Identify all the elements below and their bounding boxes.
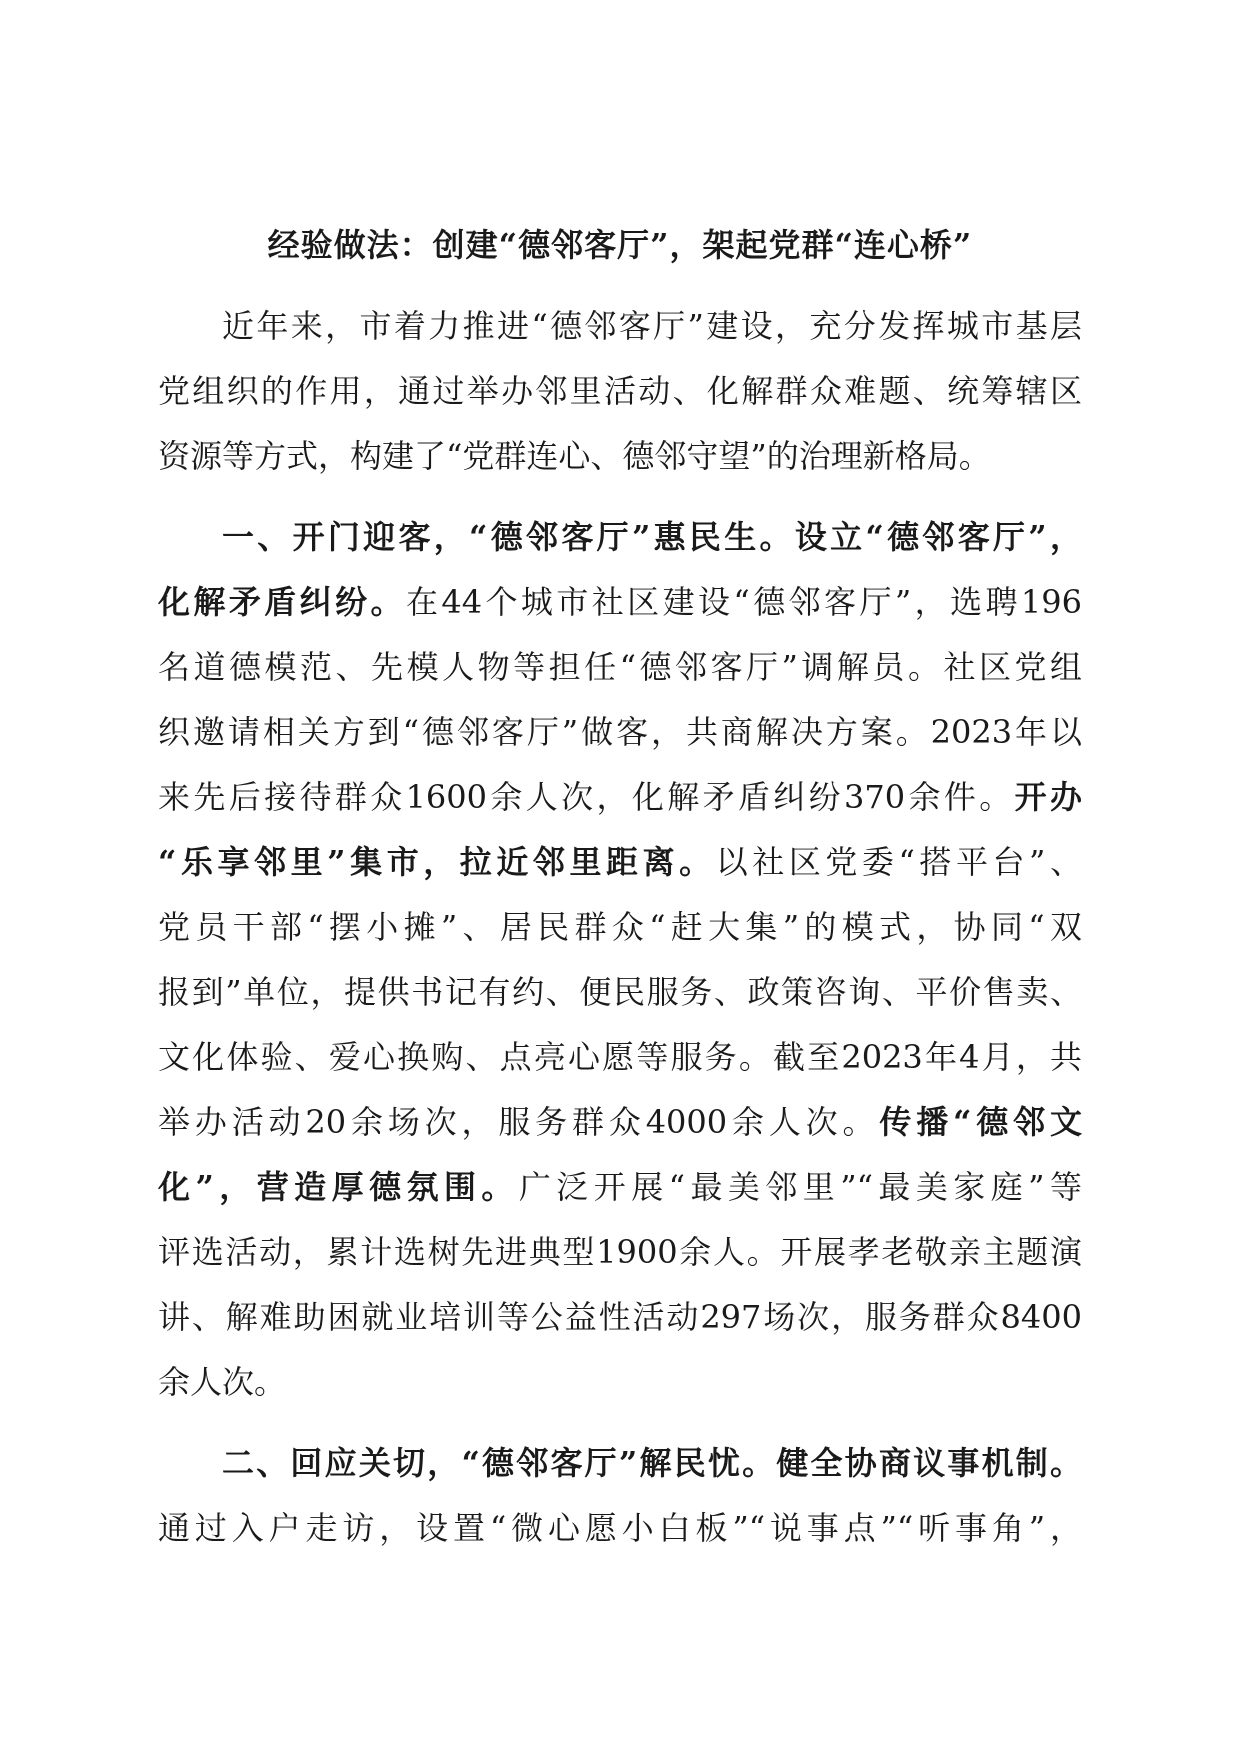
text-line: [158, 1090, 1082, 1155]
emphasized-text: “乐享邻里”集市，拉近邻里距离。: [158, 843, 716, 881]
text-line: [158, 830, 1082, 895]
text-line: [158, 960, 1082, 1025]
text-run: 文化体验、爱心换购、点亮心愿等服务。截至2023年4月，共: [158, 1038, 1082, 1076]
text-run: 在44个城市社区建设“德邻客厅”，选聘196: [405, 583, 1082, 621]
text-line: [158, 1285, 1082, 1350]
emphasized-text: 传播“德邻文: [879, 1103, 1082, 1141]
text-run: 评选活动，累计选树先进典型1900余人。开展孝老敬亲主题演: [158, 1233, 1082, 1271]
text-line: [158, 359, 1082, 424]
text-line: [158, 1431, 1082, 1496]
paragraph-section-one: [158, 505, 1082, 1415]
text-line: [158, 570, 1082, 635]
text-run: 来先后接待群众1600余人次，化解矛盾纠纷370余件。: [158, 778, 1015, 816]
text-run: 织邀请相关方到“德邻客厅”做客，共商解决方案。2023年以: [158, 713, 1082, 751]
text-run: 讲、解难助困就业培训等公益性活动297场次，服务群众8400: [158, 1298, 1082, 1336]
emphasized-text: 一、开门迎客，“德邻客厅”惠民生。设立“德邻客厅”，: [222, 518, 1082, 556]
text-line: [158, 1350, 1082, 1415]
text-line: [158, 700, 1082, 765]
text-line: [158, 635, 1082, 700]
text-run: 以社区党委“搭平台”、: [715, 843, 1082, 881]
text-run: 通过入户走访，设置“微心愿小白板”“说事点”“听事角”，: [158, 1509, 1082, 1547]
text-line: [158, 1155, 1082, 1220]
document-body: [158, 213, 1082, 1577]
text-line: [158, 1220, 1082, 1285]
emphasized-text: 二、回应关切，“德邻客厅”解民忧。健全协商议事机制。: [222, 1444, 1082, 1482]
text-run: 广泛开展“最美邻里”“最美家庭”等: [518, 1168, 1082, 1206]
text-line: [158, 294, 1082, 359]
text-line: [158, 505, 1082, 570]
text-line: [158, 765, 1082, 830]
text-run: 党组织的作用，通过举办邻里活动、化解群众难题、统筹辖区: [158, 372, 1082, 410]
emphasized-text: 化解矛盾纠纷。: [158, 583, 406, 621]
text-run: 名道德模范、先模人物等担任“德邻客厅”调解员。社区党组: [158, 648, 1082, 686]
text-line: [158, 895, 1082, 960]
text-line: [158, 1025, 1082, 1090]
text-run: 党员干部“摆小摊”、居民群众“赶大集”的模式，协同“双: [158, 908, 1082, 946]
emphasized-text: 化”，营造厚德氛围。: [158, 1168, 519, 1206]
document-title: 经验做法：创建“德邻客厅”，架起党群“连心桥”: [267, 226, 973, 264]
paragraph-intro: [158, 294, 1082, 489]
text-line: [158, 1496, 1082, 1561]
emphasized-text: 开办: [1014, 778, 1082, 816]
text-run: 举办活动20余场次，服务群众4000余人次。: [158, 1103, 880, 1141]
text-line: [158, 424, 1082, 489]
text-run: 报到”单位，提供书记有约、便民服务、政策咨询、平价售卖、: [158, 973, 1082, 1011]
text-run: 资源等方式，构建了“党群连心、德邻守望”的治理新格局。: [158, 437, 991, 475]
text-run: 余人次。: [158, 1363, 287, 1401]
text-run: 近年来，市着力推进“德邻客厅”建设，充分发挥城市基层: [222, 307, 1082, 345]
paragraph-section-two: [158, 1431, 1082, 1561]
